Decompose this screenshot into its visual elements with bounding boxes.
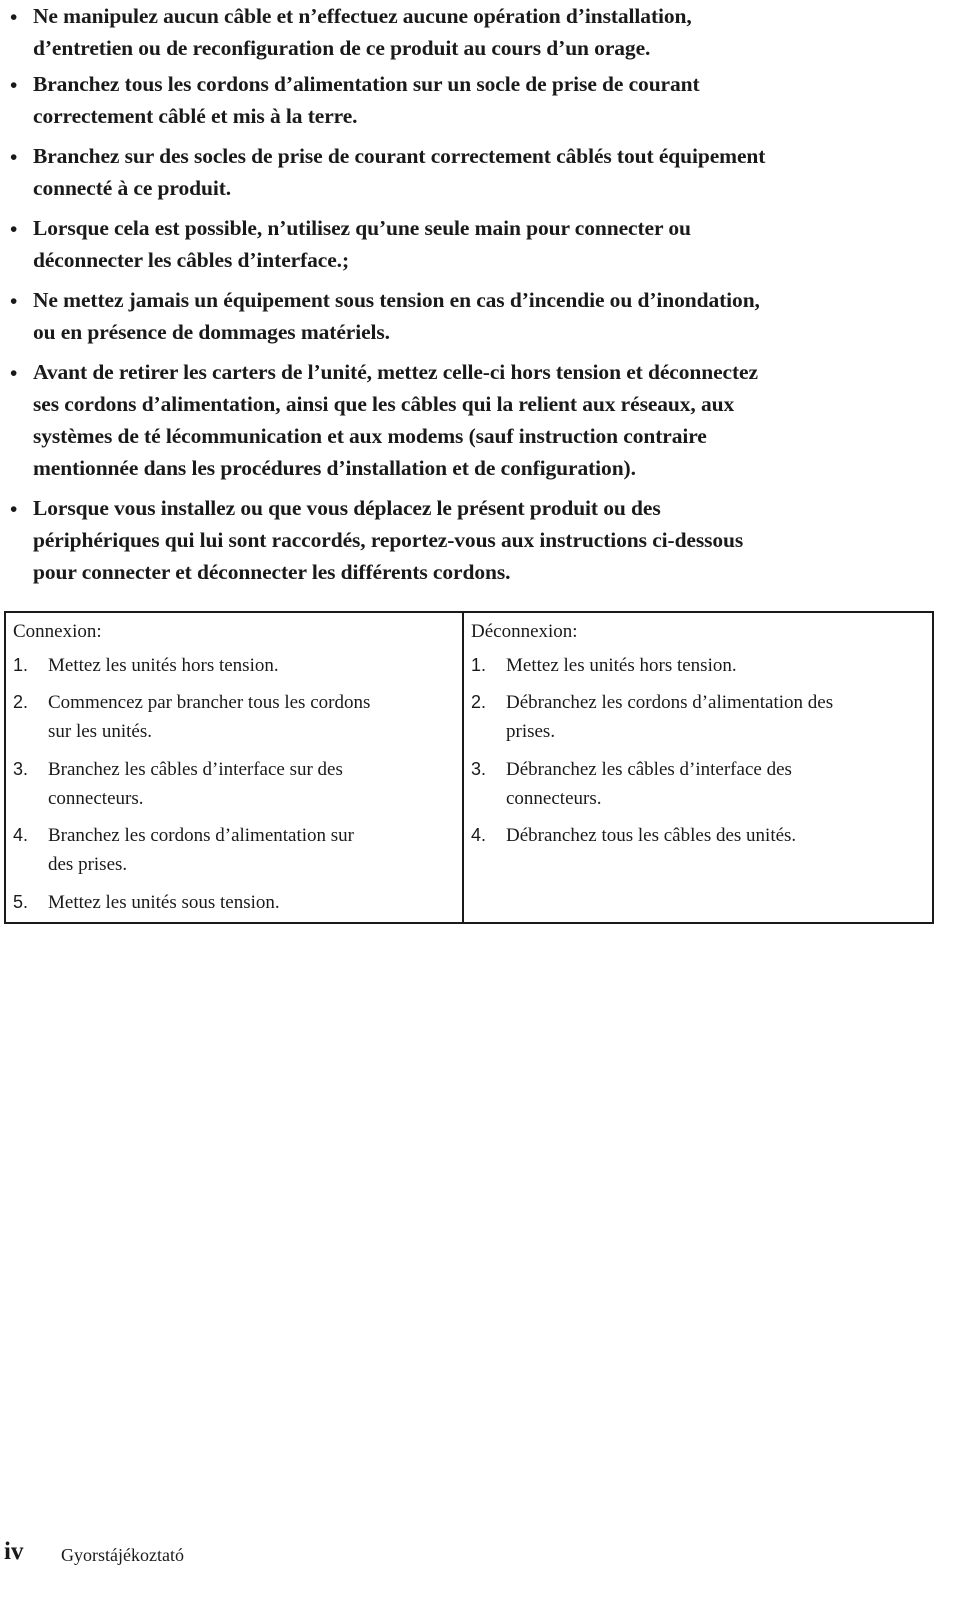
connect-heading: Connexion: xyxy=(13,621,102,642)
bullet-text xyxy=(33,68,943,132)
bullet-text xyxy=(33,212,943,276)
bullet-line: périphériques qui lui sont raccordés, reportez-vous aux instructions ci-dessous xyxy=(33,528,744,552)
bullet-line: ses cordons d’alimentation, ainsi que les câbles qui la relient aux réseaux, aux xyxy=(33,392,735,416)
bullet-line: mentionnée dans les procédures d’installation et de configuration). xyxy=(33,456,636,480)
step-text xyxy=(48,755,343,813)
step-line: Commencez par brancher tous les cordons xyxy=(48,692,371,713)
bullet-line: Lorsque cela est possible, n’utilisez qu’une seule main pour connecter ou xyxy=(33,216,691,240)
step-line: Débranchez les cordons d’alimentation des xyxy=(506,692,834,713)
bullet-line: Avant de retirer les carters de l’unité, mettez celle-ci hors tension et déconnectez xyxy=(33,360,758,384)
step-number: 4. xyxy=(471,825,487,845)
step-line: Mettez les unités hors tension. xyxy=(506,655,737,676)
step-line: connecteurs. xyxy=(48,788,144,809)
step-text xyxy=(48,888,280,917)
step-line: Branchez les cordons d’alimentation sur xyxy=(48,825,355,846)
bullet-line: Lorsque vous installez ou que vous déplacez le présent produit ou des xyxy=(33,496,661,520)
step-text xyxy=(506,821,796,850)
step-text xyxy=(48,688,370,746)
bullet-icon: • xyxy=(10,361,18,385)
bullet-icon: • xyxy=(10,73,18,97)
step-text xyxy=(506,688,833,746)
bullet-icon: • xyxy=(10,217,18,241)
step-line: Mettez les unités hors tension. xyxy=(48,655,279,676)
step-line: des prises. xyxy=(48,854,128,875)
step-number: 1. xyxy=(471,655,487,675)
step-line: Mettez les unités sous tension. xyxy=(48,892,280,913)
bullet-icon: • xyxy=(10,289,18,313)
step-line: Débranchez tous les câbles des unités. xyxy=(506,825,797,846)
bullet-text xyxy=(33,356,943,484)
bullet-text xyxy=(33,140,943,204)
bullet-line: ou en présence de dommages matériels. xyxy=(33,320,390,344)
bullet-line: Branchez tous les cordons d’alimentation sur un socle de prise de courant xyxy=(33,72,700,96)
step-text xyxy=(48,821,354,879)
bullet-line: pour connecter et déconnecter les différents cordons. xyxy=(33,560,511,584)
step-number: 2. xyxy=(471,692,487,712)
bullet-line: déconnecter les câbles d’interface.; xyxy=(33,248,350,272)
bullet-text xyxy=(33,0,943,64)
bullet-line: Ne manipulez aucun câble et n’effectuez aucune opération d’installation, xyxy=(33,4,692,28)
procedure-table xyxy=(4,611,934,924)
step-text xyxy=(506,755,792,813)
step-text xyxy=(48,651,279,680)
bullet-icon: • xyxy=(10,5,18,29)
step-number: 3. xyxy=(13,759,29,779)
bullet-line: connecté à ce produit. xyxy=(33,176,232,200)
disconnect-heading: Déconnexion: xyxy=(471,621,578,642)
bullet-icon: • xyxy=(10,145,18,169)
step-number: 2. xyxy=(13,692,29,712)
bullet-line: d’entretien ou de reconfiguration de ce produit au cours d’un orage. xyxy=(33,36,651,60)
step-line: prises. xyxy=(506,721,556,742)
bullet-line: correctement câblé et mis à la terre. xyxy=(33,104,358,128)
bullet-icon: • xyxy=(10,497,18,521)
disconnect-column xyxy=(464,613,932,922)
bullet-text xyxy=(33,284,943,348)
connect-column xyxy=(6,613,462,922)
step-line: Débranchez les câbles d’interface des xyxy=(506,759,792,780)
bullet-line: systèmes de té lécommunication et aux modems (sauf instruction contraire xyxy=(33,424,707,448)
step-text xyxy=(506,651,737,680)
step-number: 4. xyxy=(13,825,29,845)
bullet-line: Branchez sur des socles de prise de courant correctement câblés tout équipement xyxy=(33,144,766,168)
document-title: Gyorstájékoztató xyxy=(61,1545,184,1565)
bullet-text xyxy=(33,492,943,588)
bullet-line: Ne mettez jamais un équipement sous tension en cas d’incendie ou d’inondation, xyxy=(33,288,760,312)
step-number: 1. xyxy=(13,655,29,675)
page-number: iv xyxy=(4,1538,24,1565)
step-line: Branchez les câbles d’interface sur des xyxy=(48,759,343,780)
page-footer xyxy=(4,1536,184,1568)
step-number: 3. xyxy=(471,759,487,779)
step-number: 5. xyxy=(13,892,29,912)
step-line: sur les unités. xyxy=(48,721,152,742)
step-line: connecteurs. xyxy=(506,788,602,809)
